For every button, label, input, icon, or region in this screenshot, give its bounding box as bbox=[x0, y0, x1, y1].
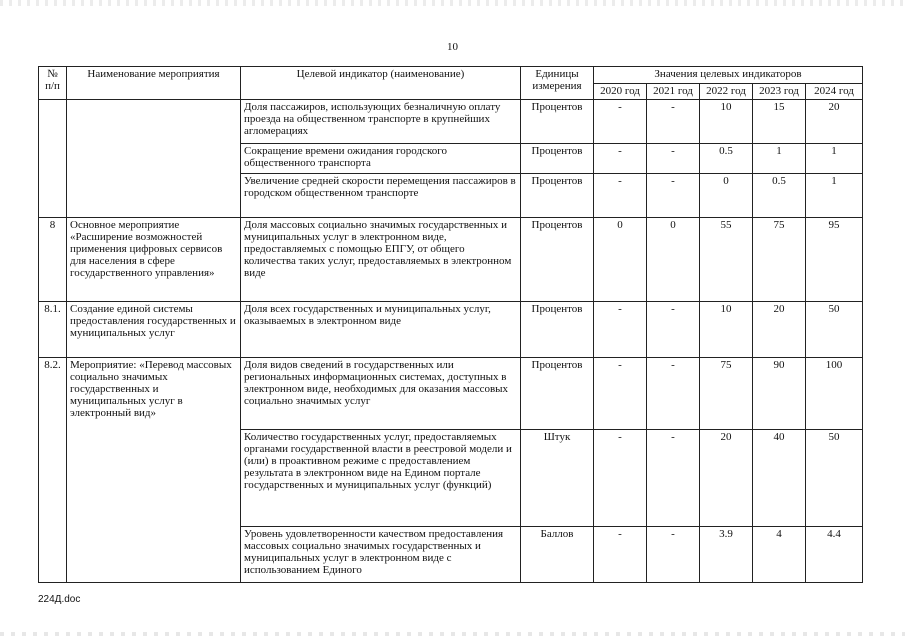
header-indicator: Целевой индикатор (наименование) bbox=[241, 67, 521, 100]
cell-unit: Баллов bbox=[521, 527, 594, 583]
cell-value: 40 bbox=[753, 430, 806, 527]
cell-value: - bbox=[594, 174, 647, 218]
cell-value: 1 bbox=[753, 144, 806, 174]
header-year: 2024 год bbox=[806, 83, 863, 100]
cell-value: 0.5 bbox=[700, 144, 753, 174]
cell-value: 50 bbox=[806, 430, 863, 527]
cell-value: 20 bbox=[806, 100, 863, 144]
cell-value: 50 bbox=[806, 302, 863, 358]
cell-indicator: Доля массовых социально значимых государственных и муниципальных услуг в электронном виде, предоставляемых с помощью ЕПГУ, от общего количества таких услуг, предоставляемых в электронном виде bbox=[241, 218, 521, 302]
cell-unit: Процентов bbox=[521, 100, 594, 144]
cell-value: 3.9 bbox=[700, 527, 753, 583]
header-unit: Единицы измерения bbox=[521, 67, 594, 100]
cell-value: 15 bbox=[753, 100, 806, 144]
header-num: № п/п bbox=[39, 67, 67, 100]
cell-value: 4.4 bbox=[806, 527, 863, 583]
cell-num: 8.1. bbox=[39, 302, 67, 358]
cell-indicator: Доля видов сведений в государственных или региональных информационных системах, доступных в электронном виде, необходимых для оказания массовых социально значимых услуг bbox=[241, 358, 521, 430]
cell-name: Создание единой системы предоставления государственных и муниципальных услуг bbox=[67, 302, 241, 358]
cell-value: 0 bbox=[594, 218, 647, 302]
cell-num: 8 bbox=[39, 218, 67, 302]
cell-value: - bbox=[647, 302, 700, 358]
cell-value: - bbox=[594, 100, 647, 144]
cell-indicator: Количество государственных услуг, предоставляемых органами государственной власти в реестровой модели и (или) в проактивном режиме с предоставлением результата в электронном виде на Едином портале государственных и муниципальных услуг (функций) bbox=[241, 430, 521, 527]
cell-unit: Штук bbox=[521, 430, 594, 527]
cell-value: 95 bbox=[806, 218, 863, 302]
cell-unit: Процентов bbox=[521, 144, 594, 174]
cell-value: 75 bbox=[700, 358, 753, 430]
cell-num bbox=[39, 100, 67, 218]
cell-value: 90 bbox=[753, 358, 806, 430]
cell-value: 10 bbox=[700, 302, 753, 358]
cell-value: 55 bbox=[700, 218, 753, 302]
page-number: 10 bbox=[447, 41, 458, 53]
cell-value: 0 bbox=[700, 174, 753, 218]
cell-value: 20 bbox=[753, 302, 806, 358]
cell-value: 4 bbox=[753, 527, 806, 583]
cell-value: - bbox=[647, 430, 700, 527]
table-row bbox=[39, 302, 863, 358]
header-year: 2022 год bbox=[700, 83, 753, 100]
cell-indicator: Увеличение средней скорости перемещения пассажиров в городском общественном транспорте bbox=[241, 174, 521, 218]
cell-value: 20 bbox=[700, 430, 753, 527]
cell-value: 1 bbox=[806, 144, 863, 174]
cell-value: 0 bbox=[647, 218, 700, 302]
cell-indicator: Уровень удовлетворенности качеством предоставления массовых социально значимых государственных и муниципальных услуг в электронном виде с использованием Единого bbox=[241, 527, 521, 583]
cell-value: - bbox=[647, 527, 700, 583]
header-year: 2023 год bbox=[753, 83, 806, 100]
scan-edge-bottom bbox=[0, 632, 905, 636]
cell-value: - bbox=[594, 358, 647, 430]
cell-value: - bbox=[594, 302, 647, 358]
cell-value: - bbox=[647, 100, 700, 144]
cell-name: Мероприятие: «Перевод массовых социально значимых государственных и муниципальных услуг в электронный вид» bbox=[67, 358, 241, 583]
cell-indicator: Сокращение времени ожидания городского общественного транспорта bbox=[241, 144, 521, 174]
cell-indicator: Доля всех государственных и муниципальных услуг, оказываемых в электронном виде bbox=[241, 302, 521, 358]
cell-value: - bbox=[594, 527, 647, 583]
table-row bbox=[39, 100, 863, 144]
cell-unit: Процентов bbox=[521, 302, 594, 358]
header-year: 2021 год bbox=[647, 83, 700, 100]
scan-edge-top bbox=[0, 0, 905, 6]
cell-value: 0.5 bbox=[753, 174, 806, 218]
cell-unit: Процентов bbox=[521, 174, 594, 218]
cell-value: 75 bbox=[753, 218, 806, 302]
cell-unit: Процентов bbox=[521, 358, 594, 430]
cell-unit: Процентов bbox=[521, 218, 594, 302]
indicators-table bbox=[38, 66, 863, 583]
cell-value: - bbox=[594, 144, 647, 174]
cell-name: Основное мероприятие «Расширение возможностей применения цифровых сервисов для населения в сфере государственного управления» bbox=[67, 218, 241, 302]
cell-value: 10 bbox=[700, 100, 753, 144]
cell-indicator: Доля пассажиров, использующих безналичную оплату проезда на общественном транспорте в крупнейших агломерациях bbox=[241, 100, 521, 144]
table-row bbox=[39, 218, 863, 302]
cell-value: 1 bbox=[806, 174, 863, 218]
cell-value: 100 bbox=[806, 358, 863, 430]
table-row bbox=[39, 358, 863, 430]
cell-value: - bbox=[647, 174, 700, 218]
cell-name bbox=[67, 100, 241, 218]
cell-value: - bbox=[647, 144, 700, 174]
header-name: Наименование мероприятия bbox=[67, 67, 241, 100]
header-year: 2020 год bbox=[594, 83, 647, 100]
header-values-group: Значения целевых индикаторов bbox=[594, 67, 863, 84]
cell-value: - bbox=[594, 430, 647, 527]
document-filename: 224Д.doc bbox=[38, 594, 81, 605]
cell-value: - bbox=[647, 358, 700, 430]
cell-num: 8.2. bbox=[39, 358, 67, 583]
table-header bbox=[39, 67, 863, 100]
